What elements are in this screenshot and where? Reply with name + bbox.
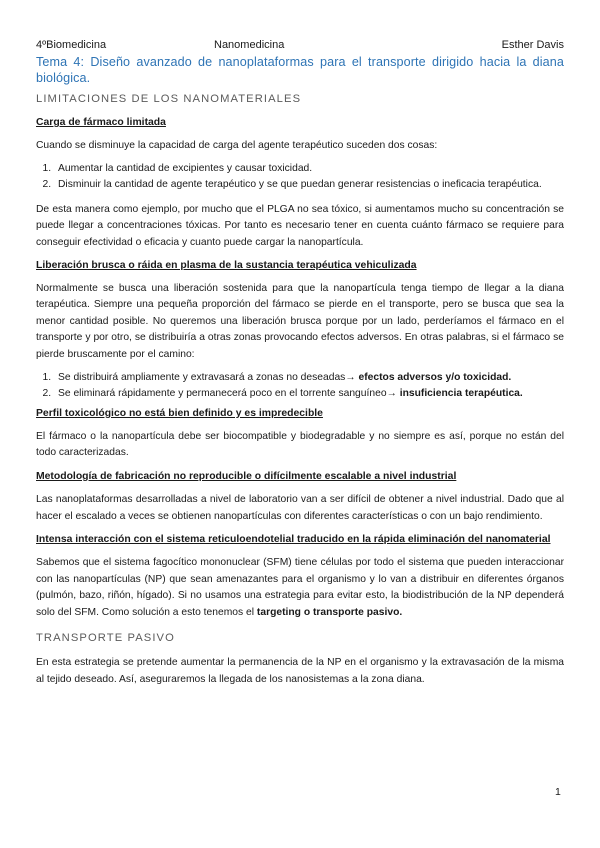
paragraph-metodologia: Las nanoplataformas desarrolladas a nivel de laboratorio van a ser difícil de obtener a nivel industrial. Dado que al hacer el escalado a veces se obtienen nanopartículas con diferentes características o con un bajo rendimiento. bbox=[36, 493, 564, 522]
list-item bbox=[54, 370, 564, 387]
list-item-text: Se eliminará rápidamente y permanecerá poco en el torrente sanguíneo bbox=[58, 388, 387, 400]
list-item: 2. Disminuir la cantidad de agente terapéutico y se que puedan generar resistencias o ineficacia terapéutica. bbox=[54, 177, 564, 194]
paragraph-perfil: El fármaco o la nanopartícula debe ser biocompatible y biodegradable y no siempre es así, porque no están del todo caracterizadas. bbox=[36, 430, 564, 459]
list-item-emphasis: insuficiencia terapéutica. bbox=[396, 388, 523, 400]
section-heading-limitaciones: LIMITACIONES DE LOS NANOMATERIALES bbox=[36, 93, 302, 105]
paragraph-text: Sabemos que el sistema fagocítico mononuclear (SFM) tiene células por todo el sistema que pueden interaccionar con las nanopartículas (NP) que sean amenazantes para el organismo y lo van a distribuir en diferentes órganos (pulmón, bazo, riñón, hígado). Si no usamos una estrategia para evitar esto, la biodistribución de la NP dependerá solo del SFM. Como solución a esto tenemos el bbox=[36, 557, 564, 618]
paragraph-liberacion: Normalmente se busca una liberación sostenida para que la nanopartícula tenga tiempo de llegar a la diana terapéutica. Siempre una pequeña proporción del fármaco se pierde en el transporte, pero se busca que sea la menor cantidad posible. No queremos una liberación brusca porque por un lado, perderíamos el fármaco en el transporte y por otro, se distribuiría a otras zonas provocando efectos adversos. En otras palabras, si el fármaco se pierde bruscamente por el camino: bbox=[36, 282, 564, 360]
list-item: 1. Aumentar la cantidad de excipientes y causar toxicidad. bbox=[54, 161, 564, 178]
header-subject: Nanomedicina bbox=[214, 39, 285, 51]
header-course: 4ºBiomedicina bbox=[36, 39, 107, 51]
document-title: Tema 4: Diseño avanzado de nanoplataformas para el transporte dirigido hacia la diana biológica. bbox=[36, 55, 564, 85]
list-liberacion bbox=[36, 370, 564, 403]
list-carga bbox=[36, 161, 564, 194]
list-item-text: Se distribuirá ampliamente y extravasará a zonas no deseadas bbox=[58, 371, 346, 383]
header-author: Esther Davis bbox=[501, 39, 564, 51]
page-header bbox=[36, 38, 564, 52]
arrow-icon: → bbox=[345, 371, 356, 383]
document-page bbox=[36, 38, 564, 689]
subheading-metodologia: Metodología de fabricación no reproducible o difícilmente escalable a nivel industrial bbox=[36, 470, 457, 482]
subheading-carga: Carga de fármaco limitada bbox=[36, 117, 166, 128]
paragraph-carga-intro: Cuando se disminuye la capacidad de carga del agente terapéutico suceden dos cosas: bbox=[36, 140, 438, 151]
subheading-liberacion: Liberación brusca o ráida en plasma de la sustancia terapéutica vehiculizada bbox=[36, 259, 417, 271]
arrow-icon: → bbox=[386, 388, 397, 400]
subheading-perfil: Perfil toxicológico no está bien definido y es impredecible bbox=[36, 407, 323, 419]
section-heading-transporte-pasivo: TRANSPORTE PASIVO bbox=[36, 632, 175, 645]
paragraph-interaccion bbox=[36, 555, 564, 621]
list-item bbox=[54, 386, 564, 403]
paragraph-transporte-pasivo: En esta estrategia se pretende aumentar la permanencia de la NP en el organismo y la extravasación de la misma al tejido deseado. Así, aseguraremos la llegada de los nanosistemas a la zona diana. bbox=[36, 657, 564, 686]
paragraph-emphasis: targeting o transporte pasivo. bbox=[256, 606, 403, 618]
list-item-emphasis: efectos adversos y/o toxicidad. bbox=[355, 371, 512, 383]
page-number: 1 bbox=[555, 786, 561, 798]
paragraph-carga-ejemplo: De esta manera como ejemplo, por mucho que el PLGA no sea tóxico, si aumentamos mucho su concentración se puede llegar a concentraciones tóxicas. Por tanto es necesario tener en cuenta cuánto fármaco se requiere para conseguir efectividad o eficacia y cuanto puede cargar la nanopartícula. bbox=[36, 203, 564, 248]
subheading-interaccion: Intensa interacción con el sistema reticuloendotelial traducido en la rápida eliminación del nanomaterial bbox=[36, 534, 551, 546]
